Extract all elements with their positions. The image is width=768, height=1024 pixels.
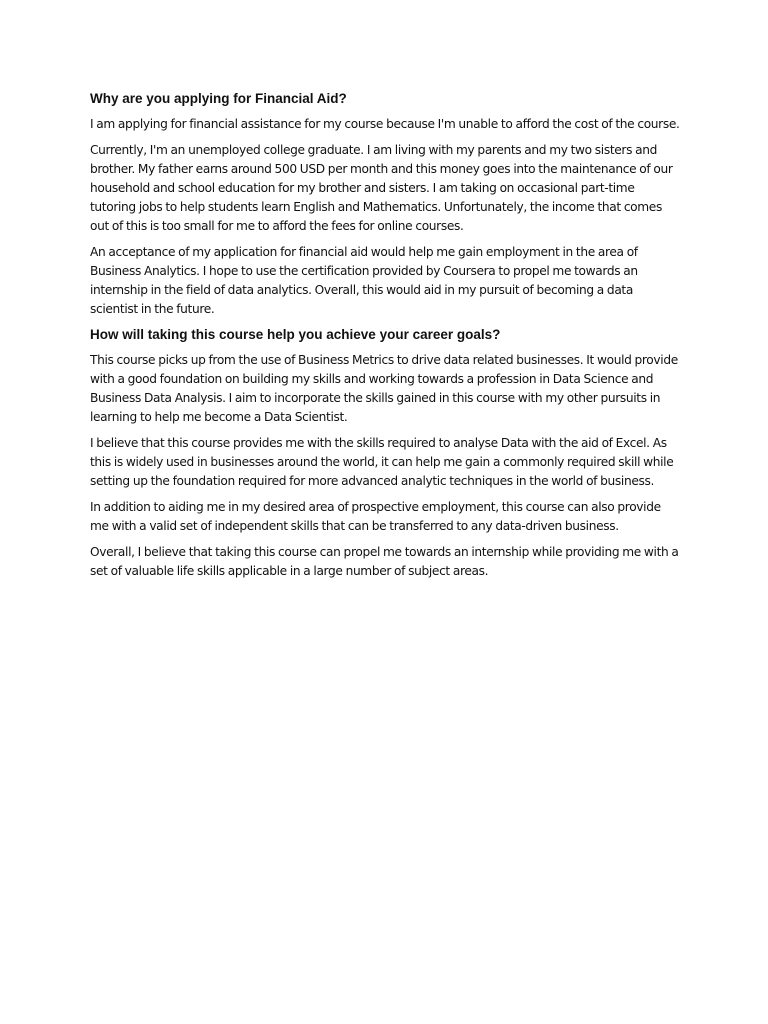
paragraph: I am applying for financial assistance for my course because I'm unable to afford the cost of the course.	[90, 117, 680, 131]
document-page	[90, 90, 680, 588]
financial-aid-section	[90, 90, 680, 319]
paragraph: In addition to aiding me in my desired area of prospective employment, this course can also provide me with a valid set of independent skills that can be transferred to any data-driven business.	[90, 500, 661, 533]
paragraph: This course picks up from the use of Business Metrics to drive data related businesses. It would provide with a good foundation on building my skills and working towards a profession in Data Science and Business Data Analysis. I aim to incorporate the skills gained in this course with my other pursuits in learning to help me become a Data Scientist.	[90, 353, 678, 424]
section-heading: How will taking this course help you achieve your career goals?	[90, 327, 501, 342]
paragraph: Currently, I'm an unemployed college graduate. I am living with my parents and my two sisters and brother. My father earns around 500 USD per month and this money goes into the maintenance of our household and school education for my brother and sisters. I am taking on occasional part-time tutoring jobs to help students learn English and Mathematics. Unfortunately, the income that comes out of this is too small for me to afford the fees for online courses.	[90, 143, 673, 233]
career-goals-section	[90, 326, 680, 581]
paragraph: An acceptance of my application for financial aid would help me gain employment in the area of Business Analytics. I hope to use the certification provided by Coursera to propel me towards an internship in the field of data analytics. Overall, this would aid in my pursuit of becoming a data scientist in the future.	[90, 245, 638, 316]
paragraph: Overall, I believe that taking this course can propel me towards an internship while providing me with a set of valuable life skills applicable in a large number of subject areas.	[90, 545, 679, 578]
paragraph: I believe that this course provides me with the skills required to analyse Data with the aid of Excel. As this is widely used in businesses around the world, it can help me gain a commonly required skill while setting up the foundation required for more advanced analytic techniques in the world of business.	[90, 436, 674, 488]
section-heading: Why are you applying for Financial Aid?	[90, 91, 347, 106]
